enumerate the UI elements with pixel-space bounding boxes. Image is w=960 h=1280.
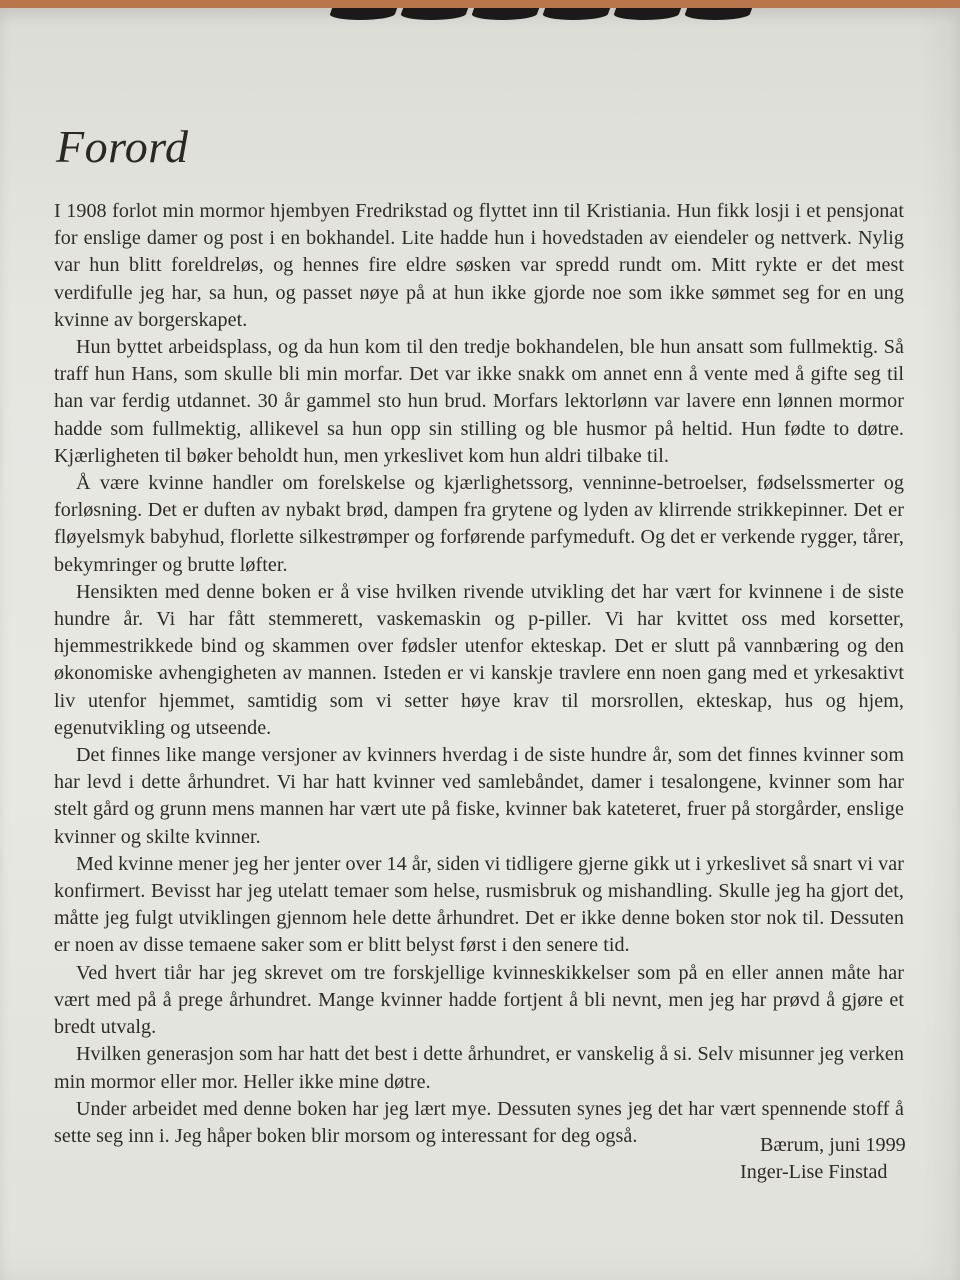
paragraph: Hun byttet arbeidsplass, og da hun kom til den tredje bokhandelen, ble hun ansatt som fullmektig. Så traff hun Hans, som skulle bli min morfar. Det var ikke snakk om annet enn å vente med å gifte seg til han var ferdig utdannet. 30 år gammel sto hun brud. Morfars lektorlønn var lavere enn lønnen mormor hadde som fullmektig, allikevel sa hun opp sin stilling og ble husmor på heltid. Hun fødte to døtre. Kjærligheten til bøker beholdt hun, men yrkeslivet kom hun aldri tilbake til. <box>54 336 904 467</box>
place-and-date: Bærum, juni 1999 <box>760 1134 906 1156</box>
book-page <box>0 8 960 1280</box>
paragraph: Hensikten med denne boken er å vise hvilken rivende utvikling det har vært for kvinnene i de siste hundre år. Vi har fått stemmerett, vaskemaskin og p-piller. Vi har kvittet oss med korsetter, hjemmestrikkede bind og skammen over fødsler utenfor ekteskap. Det er slutt på vannbæring og den økonomiske avhengigheten av mannen. Isteden er vi kanskje travlere enn noen gang med et yrkesaktivt liv utenfor hjemmet, samtidig som vi setter høye krav til morsrollen, ekteskap, hus og hjem, egenutvikling og utseende. <box>54 580 904 739</box>
page-title: Forord <box>56 121 189 172</box>
ornament-stroke <box>541 8 610 20</box>
paragraph: Med kvinne mener jeg her jenter over 14 år, siden vi tidligere gjerne gikk ut i yrkeslivet så snart vi var konfirmert. Bevisst har jeg utelatt temaer som helse, rusmisbruk og mishandling. Skulle jeg ha gjort det, måtte jeg fulgt utviklingen gjennom hele dette århundret. Det er ikke denne boken stor nok til. Dessuten er noen av disse temaene saker som er blitt belyst først i den senere tid. <box>54 852 904 957</box>
paragraph: Ved hvert tiår har jeg skrevet om tre forskjellige kvinneskikkelser som på en eller annen måte har vært med på å prege århundret. Mange kvinner hadde fortjent å bli nevnt, men jeg har prøvd å gjøre et bredt utvalg. <box>54 961 904 1039</box>
cover-illustration-edge <box>330 8 750 22</box>
ornament-stroke <box>328 8 397 20</box>
ornament-stroke <box>399 8 468 20</box>
paragraph: Under arbeidet med denne boken har jeg lært mye. Dessuten synes jeg det har vært spennende stoff å sette seg inn i. Jeg håper boken blir morsom og interessant for deg også. <box>54 1097 904 1147</box>
ornament-stroke <box>683 8 752 20</box>
paragraph: Å være kvinne handler om forelskelse og kjærlighetssorg, venninne-betroelser, fødselssmerter og forløsning. Det er duften av nybakt brød, dampen fra grytene og lyden av klirrende strikkepinner. Det er fløyelsmyk babyhud, florlette silkestrømper og forførende parfymeduft. Og det er verkende rygger, tårer, bekymringer og brutte løfter. <box>54 472 904 576</box>
author-name: Inger-Lise Finstad <box>740 1161 888 1183</box>
signature-block <box>740 1132 940 1186</box>
foreword-body <box>54 198 904 1150</box>
paragraph: Hvilken generasjon som har hatt det best i dette århundret, er vanskelig å si. Selv misunner jeg verken min mormor eller mor. Heller ikke mine døtre. <box>54 1043 904 1093</box>
paragraph: I 1908 forlot min mormor hjembyen Fredrikstad og flyttet inn til Kristiania. Hun fikk losji i et pensjonat for enslige damer og post i en bokhandel. Lite hadde hun i hovedstaden av eiendeler og nettverk. Nylig var hun blitt foreldreløs, og hennes fire eldre søsken var spredd rundt om. Mitt rykte er det mest verdifulle jeg har, sa hun, og passet nøye på at hun ikke gjorde noe som ikke sømmet seg for en ung kvinne av borgerskapet. <box>54 200 904 331</box>
paragraph: Det finnes like mange versjoner av kvinners hverdag i de siste hundre år, som det finnes kvinner som har levd i dette århundret. Vi har hatt kvinner ved samlebåndet, damer i tesalongene, kvinner som har stelt gård og grunn mens mannen har vært ute på fiske, kvinner bak kateteret, fruer på storgårder, enslige kvinner og skilte kvinner. <box>54 744 904 848</box>
ornament-stroke <box>470 8 539 20</box>
ornament-stroke <box>612 8 681 20</box>
